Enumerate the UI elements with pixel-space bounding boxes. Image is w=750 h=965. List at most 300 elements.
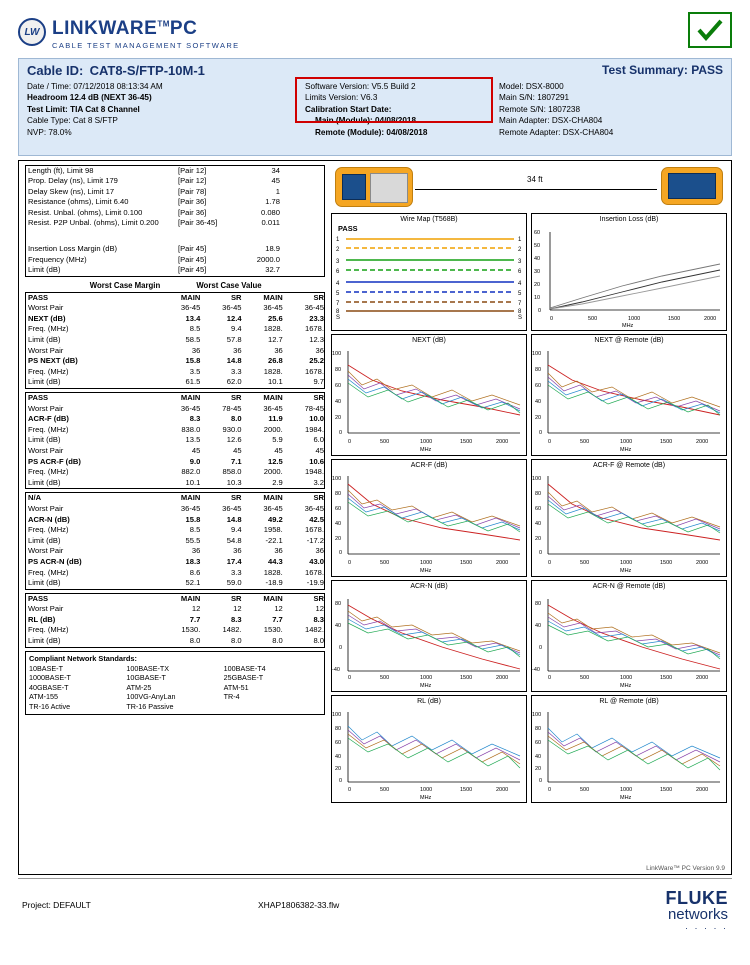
- basic-measurements-box: [25, 165, 325, 277]
- summary-label: Model:: [499, 82, 524, 91]
- cell: 42.5: [309, 514, 324, 524]
- brand-name: [52, 18, 240, 40]
- svg-text:100: 100: [532, 351, 542, 357]
- row-label: Limit (dB): [28, 477, 61, 487]
- table-row: [26, 594, 326, 605]
- row-label: Freq. (MHz): [28, 324, 69, 334]
- standard-item: 100BASE-TX: [126, 663, 170, 673]
- cell: 36-45: [180, 403, 201, 413]
- cell: 6.0: [313, 435, 324, 445]
- cell: 78-45: [222, 403, 242, 413]
- wiremap-status: PASS: [338, 224, 358, 233]
- svg-text:2000: 2000: [496, 439, 509, 445]
- row-label: Resist. Unbal. (ohms), Limit 0.100: [28, 207, 143, 217]
- cell: 1678.: [304, 324, 324, 334]
- cell: 9.0: [189, 456, 201, 466]
- cell: 1678.: [304, 366, 324, 376]
- row-label: Limit (dB): [28, 435, 61, 445]
- row-label: Worst Pair: [28, 303, 64, 313]
- worst-case-headers: [25, 281, 325, 290]
- svg-text:0: 0: [538, 308, 542, 314]
- cell: 55.5: [185, 535, 201, 545]
- standard-item: 25GBASE-T: [223, 673, 264, 683]
- row-label: Freq. (MHz): [28, 467, 69, 477]
- cell: 13.5: [185, 435, 201, 445]
- table-row: [26, 546, 326, 557]
- row-label: Worst Pair: [28, 604, 64, 614]
- row-label: Insertion Loss Margin (dB): [28, 244, 118, 254]
- standards-title: Compliant Network Standards:: [29, 653, 137, 663]
- table-row: [26, 356, 326, 367]
- cable-length-label: 34 ft: [527, 175, 543, 184]
- svg-text:4: 4: [518, 281, 522, 287]
- svg-text:1500: 1500: [660, 439, 673, 445]
- summary-value: 07/12/2018 08:13:34 AM: [73, 82, 163, 91]
- table-row: [26, 208, 326, 218]
- section-acrf-table: [26, 393, 326, 488]
- table-row: [26, 293, 326, 304]
- chart-acrf-remote: [531, 459, 727, 577]
- row-label: Freq. (MHz): [28, 625, 69, 635]
- cell: 930.0: [222, 424, 242, 434]
- cell: -17.2: [306, 535, 324, 545]
- svg-text:1500: 1500: [660, 560, 673, 566]
- pass-status-box: [688, 12, 732, 48]
- summary-label: Date / Time:: [27, 82, 72, 91]
- standards-row: [29, 702, 321, 712]
- table-row: [26, 504, 326, 515]
- svg-text:80: 80: [335, 491, 342, 497]
- cell: 45: [191, 445, 201, 455]
- footer-divider: [18, 878, 732, 879]
- brand-name-trademark: TM: [157, 19, 170, 29]
- cell: 49.2: [267, 514, 283, 524]
- standards-row: [29, 664, 321, 674]
- left-results-column: [25, 165, 325, 715]
- col-header: SR: [230, 493, 242, 503]
- standard-item: ATM-155: [29, 692, 59, 702]
- cell: 7.7: [189, 614, 201, 624]
- chart-plot: [532, 591, 726, 689]
- summary-value: DSX-CHA804: [562, 127, 614, 137]
- cell: 12: [315, 604, 324, 614]
- svg-text:20: 20: [535, 536, 542, 542]
- table-row: [26, 435, 326, 446]
- logo-text: LW: [24, 26, 40, 38]
- table-row: [26, 367, 326, 378]
- summary-row: [499, 81, 729, 92]
- row-label: ACR-N (dB): [28, 514, 70, 524]
- svg-text:500: 500: [380, 439, 390, 445]
- file-name: XHAP1806382-33.flw: [258, 900, 340, 910]
- cell: 1530.: [181, 625, 201, 635]
- summary-col-3: [499, 81, 729, 138]
- svg-text:80: 80: [335, 367, 342, 373]
- table-row: [26, 615, 326, 626]
- svg-text:2: 2: [518, 247, 522, 253]
- cell: 858.0: [222, 467, 242, 477]
- chart-plot: [532, 470, 726, 574]
- svg-text:20: 20: [335, 415, 342, 421]
- standard-item: 10BASE-T: [29, 663, 63, 673]
- cell: 36: [191, 345, 201, 355]
- table-row: [26, 557, 326, 568]
- row-label: Worst Pair: [28, 445, 64, 455]
- chart-plot: [332, 706, 526, 800]
- remote-tester-screen: [668, 173, 716, 199]
- cell: 14.8: [226, 356, 242, 366]
- summary-value: V6.3: [360, 93, 378, 103]
- cell: 10.6: [309, 456, 324, 466]
- summary-label: Main S/N:: [499, 93, 535, 103]
- cell: 36-45: [180, 303, 201, 313]
- svg-text:0: 0: [339, 778, 343, 784]
- cell: 36: [233, 345, 242, 355]
- chart-title: ACR-F @ Remote (dB): [592, 462, 666, 469]
- cell: 61.5: [185, 377, 201, 387]
- summary-label: Main Adapter:: [499, 116, 550, 126]
- summary-value: V5.5 Build 2: [371, 82, 416, 91]
- standard-item: 40GBASE-T: [29, 682, 69, 692]
- svg-text:40: 40: [535, 399, 542, 405]
- cell: 43.0: [309, 556, 324, 566]
- worst-case-margin-label: Worst Case Margin: [89, 280, 161, 290]
- svg-text:1500: 1500: [460, 675, 473, 681]
- cell: 44.3: [267, 556, 283, 566]
- svg-text:0: 0: [348, 560, 352, 566]
- cell: 12.4: [226, 313, 242, 323]
- svg-text:500: 500: [380, 560, 390, 566]
- table-row: [26, 346, 326, 357]
- svg-text:3: 3: [518, 259, 522, 265]
- cell: 36: [191, 546, 201, 556]
- chart-title: ACR-N (dB): [410, 583, 448, 590]
- cell: 1482.: [222, 625, 242, 635]
- svg-text:6: 6: [336, 269, 340, 275]
- footer-bar: [18, 880, 732, 950]
- table-row: [26, 525, 326, 536]
- cell: 1828.: [263, 567, 283, 577]
- svg-text:2000: 2000: [704, 316, 717, 322]
- cell: 5.9: [272, 435, 283, 445]
- summary-row: [499, 115, 729, 126]
- cell: 2.9: [272, 477, 283, 487]
- networks-wordmark: networks: [667, 906, 728, 923]
- chart-title: NEXT (dB): [412, 337, 446, 344]
- section-next-table: [26, 293, 326, 388]
- table-row: [26, 604, 326, 615]
- project-label: Project: DEFAULT: [22, 900, 91, 910]
- cell: 12.3: [309, 335, 324, 345]
- svg-text:60: 60: [535, 506, 542, 512]
- svg-text:0: 0: [339, 645, 343, 651]
- cell: 8.5: [189, 525, 201, 535]
- chart-title: ACR-N @ Remote (dB): [592, 583, 666, 590]
- cell: 17.4: [226, 556, 242, 566]
- charts-grid: [331, 213, 727, 803]
- cell: 8.3: [313, 614, 324, 624]
- col-header: MAIN: [263, 493, 283, 503]
- cell: 1678.: [304, 525, 324, 535]
- compliant-standards-box: [25, 651, 325, 715]
- cell: 8.0: [189, 636, 201, 646]
- table-row: [26, 515, 326, 526]
- row-label: Limit (dB): [28, 265, 61, 275]
- chart-next-remote: [531, 334, 727, 456]
- svg-text:S: S: [336, 315, 341, 319]
- device-diagram: [331, 165, 727, 211]
- standard-item: ATM-25: [126, 682, 152, 692]
- table-row: [26, 197, 326, 207]
- row-label: Worst Pair: [28, 503, 64, 513]
- row-value: 45: [271, 176, 280, 186]
- cell: 45: [315, 445, 324, 455]
- brand-name-part2: PC: [169, 18, 198, 39]
- summary-panel: [18, 58, 732, 156]
- row-label: Resist. P2P Unbal. (ohms), Limit 0.200: [28, 218, 159, 228]
- row-label: ACR-F (dB): [28, 414, 69, 424]
- svg-text:1000: 1000: [620, 675, 633, 681]
- cell: 8.0: [313, 636, 324, 646]
- cell: 3.3: [230, 366, 242, 376]
- row-value: 0.080: [260, 207, 280, 217]
- cell: 8.5: [189, 324, 201, 334]
- svg-text:5: 5: [518, 291, 522, 297]
- cell: 1828.: [263, 366, 283, 376]
- row-value: 18.9: [265, 244, 280, 254]
- svg-text:0: 0: [550, 316, 554, 322]
- cell: 1530.: [263, 625, 283, 635]
- remote-tester-icon: [661, 167, 723, 205]
- svg-text:1500: 1500: [660, 787, 673, 793]
- main-tester-screen: [342, 174, 366, 200]
- svg-text:0: 0: [339, 430, 343, 436]
- standard-item: TR-16 Active: [29, 702, 71, 712]
- cell: 1958.: [263, 525, 283, 535]
- svg-text:7: 7: [336, 301, 340, 307]
- col-header: MAIN: [263, 292, 283, 302]
- fluke-networks-logo: [666, 888, 729, 933]
- cell: 10.1: [185, 477, 201, 487]
- cell: 14.8: [226, 514, 242, 524]
- summary-label: Remote S/N:: [499, 104, 546, 114]
- svg-text:1500: 1500: [668, 316, 681, 322]
- svg-text:MHz: MHz: [620, 683, 632, 689]
- cell: -18.9: [265, 578, 283, 588]
- row-label: Freq. (MHz): [28, 366, 69, 376]
- summary-label: Main (Module):: [315, 116, 373, 126]
- section-status: PASS: [28, 593, 49, 603]
- svg-text:20: 20: [535, 415, 542, 421]
- col-header: SR: [313, 393, 324, 402]
- row-pair: [Pair 36-45]: [178, 218, 218, 228]
- chart-row: [331, 580, 727, 692]
- cell: 2000.: [263, 467, 283, 477]
- cell: 12: [233, 604, 242, 614]
- svg-text:1: 1: [336, 237, 340, 243]
- summary-value: 78.0%: [48, 127, 72, 137]
- svg-text:60: 60: [535, 740, 542, 746]
- svg-text:100: 100: [532, 712, 542, 718]
- svg-text:60: 60: [535, 383, 542, 389]
- table-row: [26, 568, 326, 579]
- svg-text:100: 100: [332, 476, 342, 482]
- svg-text:7: 7: [518, 301, 522, 307]
- row-pair: [Pair 78]: [178, 186, 207, 196]
- col-header: MAIN: [180, 393, 201, 402]
- chart-plot: [532, 224, 726, 328]
- svg-text:500: 500: [580, 560, 590, 566]
- svg-text:500: 500: [588, 316, 598, 322]
- cell: 7.7: [272, 614, 283, 624]
- summary-label: Calibration Start Date:: [305, 104, 392, 114]
- row-value: 2000.0: [256, 254, 280, 264]
- standard-item: [224, 702, 321, 712]
- table-row: [26, 335, 326, 346]
- summary-label: Cable Type:: [27, 116, 71, 126]
- col-header: MAIN: [180, 292, 201, 302]
- calibration-highlight-box: [295, 77, 493, 126]
- summary-value: 1807238: [548, 104, 581, 114]
- cell: 12.7: [267, 335, 283, 345]
- table-row: [26, 265, 326, 275]
- section-status: N/A: [28, 493, 42, 503]
- svg-text:6: 6: [518, 269, 522, 275]
- section-acrn-table: [26, 493, 326, 588]
- row-pair: [Pair 36]: [178, 207, 207, 217]
- chart-title: Insertion Loss (dB): [599, 216, 659, 223]
- svg-text:MHz: MHz: [420, 683, 432, 689]
- logo-dots: · · · · ·: [685, 923, 728, 933]
- svg-text:20: 20: [335, 536, 342, 542]
- linkware-logo-icon: [18, 18, 46, 46]
- table-row: [26, 493, 326, 504]
- svg-text:1000: 1000: [620, 439, 633, 445]
- chart-plot: [332, 345, 526, 453]
- table-row: [26, 244, 326, 254]
- svg-text:2000: 2000: [496, 787, 509, 793]
- cell: 9.7: [313, 377, 324, 387]
- svg-text:40: 40: [335, 521, 342, 527]
- row-label: Resistance (ohms), Limit 6.40: [28, 197, 129, 207]
- svg-text:1000: 1000: [420, 787, 433, 793]
- cell: 36: [274, 546, 283, 556]
- standard-item: TR-16 Passive: [126, 702, 174, 712]
- table-row: [26, 176, 326, 186]
- brand-name-part1: LINKWARE: [52, 18, 158, 39]
- chart-row: [331, 695, 727, 803]
- cell: 12: [274, 604, 283, 614]
- svg-text:40: 40: [535, 521, 542, 527]
- summary-row: [499, 92, 729, 103]
- cell: 10.3: [226, 477, 242, 487]
- row-pair: [Pair 12]: [178, 166, 207, 175]
- fluke-wordmark: FLUKE: [665, 888, 728, 908]
- svg-text:1000: 1000: [628, 316, 641, 322]
- chart-rl-remote: [531, 695, 727, 803]
- chart-plot: [532, 345, 726, 453]
- cell: 45: [274, 445, 283, 455]
- svg-text:40: 40: [335, 754, 342, 760]
- svg-text:20: 20: [335, 766, 342, 772]
- svg-text:40: 40: [535, 754, 542, 760]
- table-row: [26, 478, 326, 489]
- row-label: PS ACR-N (dB): [28, 556, 82, 566]
- chart-plot: [332, 470, 526, 574]
- row-label: Length (ft), Limit 98: [28, 166, 94, 175]
- chart-row: [331, 334, 727, 456]
- cell: 25.2: [309, 356, 324, 366]
- wiremap-panel: [331, 213, 527, 331]
- cell: -19.9: [306, 578, 324, 588]
- svg-text:0: 0: [548, 439, 552, 445]
- table-row: [26, 467, 326, 478]
- svg-text:500: 500: [380, 787, 390, 793]
- right-charts-column: [331, 165, 727, 806]
- svg-text:0: 0: [548, 787, 552, 793]
- summary-label: Remote (Module):: [315, 127, 385, 137]
- svg-text:500: 500: [380, 675, 390, 681]
- summary-value: Cat 8 S/FTP: [72, 116, 118, 126]
- row-label: NEXT (dB): [28, 313, 66, 323]
- svg-text:MHz: MHz: [620, 447, 632, 453]
- cell: 882.0: [181, 467, 201, 477]
- svg-text:20: 20: [534, 282, 541, 288]
- cell: 2000.: [263, 424, 283, 434]
- cell: 1948.: [304, 467, 324, 477]
- table-row: [26, 393, 326, 404]
- chart-rl: [331, 695, 527, 803]
- standards-row: [29, 692, 321, 702]
- chart-acrn-remote: [531, 580, 727, 692]
- col-header: SR: [230, 393, 242, 402]
- standard-item: ATM-51: [223, 682, 249, 692]
- chart-title: RL @ Remote (dB): [599, 698, 659, 705]
- row-label: Limit (dB): [28, 636, 61, 646]
- cell: 57.8: [226, 335, 242, 345]
- row-label: Prop. Delay (ns), Limit 179: [28, 176, 118, 186]
- summary-row: [499, 104, 729, 115]
- chart-plot: [332, 591, 526, 689]
- section-next: [25, 292, 325, 389]
- svg-text:0: 0: [539, 778, 543, 784]
- cell: 36-45: [180, 503, 201, 513]
- cell: 1482.: [304, 625, 324, 635]
- svg-text:0: 0: [539, 645, 543, 651]
- table-row: [26, 166, 326, 176]
- standard-item: TR-4: [223, 692, 240, 702]
- svg-text:50: 50: [534, 243, 541, 249]
- row-label: Limit (dB): [28, 578, 61, 588]
- cell: 10.1: [267, 377, 283, 387]
- summary-col-1: [27, 81, 277, 138]
- cell: 3.3: [230, 567, 242, 577]
- version-note: LinkWare™ PC Version 9.9: [646, 865, 725, 872]
- summary-value: DSX-8000: [525, 82, 564, 91]
- chart-row: [331, 213, 727, 331]
- section-status: PASS: [28, 393, 49, 402]
- chart-acrf: [331, 459, 527, 577]
- row-label: Limit (dB): [28, 377, 61, 387]
- cell: 58.5: [185, 335, 201, 345]
- cell: 8.0: [272, 636, 283, 646]
- svg-text:0: 0: [539, 430, 543, 436]
- svg-text:40: 40: [535, 623, 542, 629]
- svg-text:3: 3: [336, 259, 340, 265]
- svg-text:60: 60: [335, 506, 342, 512]
- chart-row: [331, 459, 727, 577]
- col-header: MAIN: [180, 593, 201, 603]
